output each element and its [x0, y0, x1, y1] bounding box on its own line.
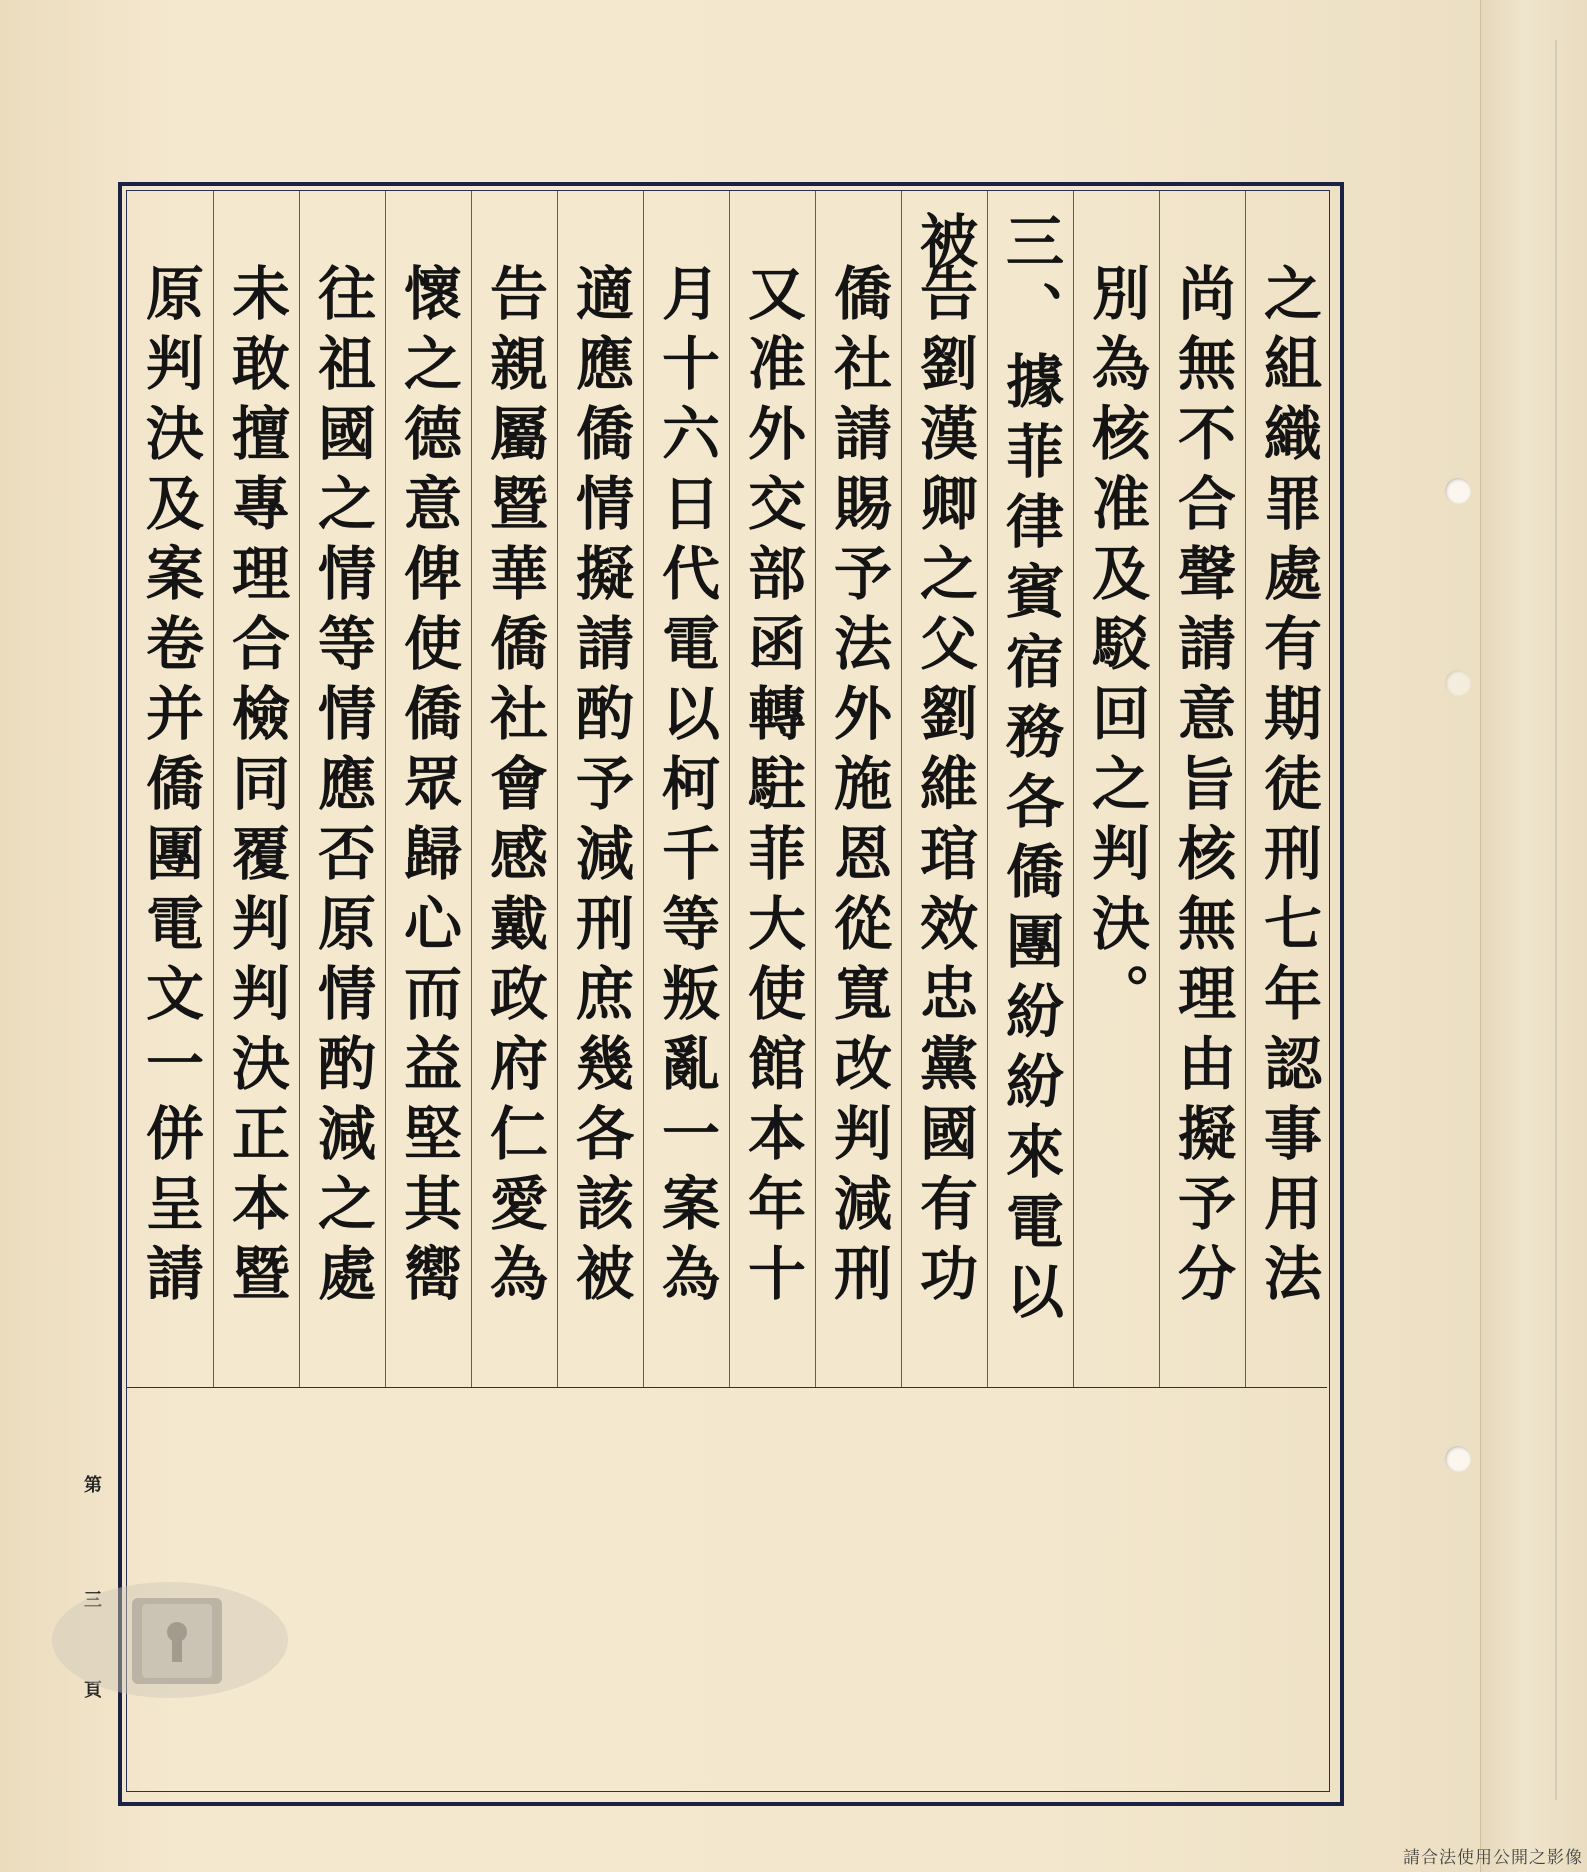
text-column: 又准外交部函轉駐菲大使館本年十 [738, 263, 806, 1313]
text-column: 之組織罪處有期徒刑七年認事用法 [1254, 263, 1322, 1313]
text-column: 往祖國之情等情應否原情酌減之處 [308, 263, 376, 1313]
page-number: 三 [81, 1590, 102, 1608]
text-column: 僑社請賜予法外施恩從寬改判減刑 [824, 263, 892, 1313]
page-label-prefix: 第 [81, 1475, 102, 1493]
text-column: 懷之德意俾使僑眾歸心而益堅其嚮 [394, 263, 462, 1313]
underlying-page-rule [1555, 40, 1587, 1800]
text-column: 月十六日代電以柯千等叛亂一案為 [652, 263, 720, 1313]
watermark-text: 請合法使用公開之影像 [1403, 1848, 1583, 1868]
binding-hole-icon [1445, 1446, 1471, 1472]
text-column: 告劉漢卿之父劉維琯效忠黨國有功 [910, 263, 978, 1313]
page-label-suffix: 頁 [81, 1680, 102, 1698]
text-column: 三、據菲律賓宿務各僑團紛紛來電以被 [910, 211, 1064, 1331]
binding-hole-icon [1445, 478, 1471, 504]
text-column: 告親屬暨華僑社會感戴政府仁愛為 [480, 263, 548, 1313]
binding-hole-icon [1445, 670, 1471, 696]
text-column: 未敢擅專理合檢同覆判判決正本暨 [222, 263, 290, 1313]
text-column: 適應僑情擬請酌予減刑庶幾各該被 [566, 263, 634, 1313]
text-column: 尚無不合聲請意旨核無理由擬予分 [1168, 263, 1236, 1313]
text-grid [127, 191, 1327, 1388]
text-column: 原判決及案卷并僑團電文一併呈請 [136, 263, 204, 1313]
text-column: 別為核准及駁回之判決。 [1082, 263, 1150, 1033]
archive-logo-icon [50, 1580, 290, 1700]
